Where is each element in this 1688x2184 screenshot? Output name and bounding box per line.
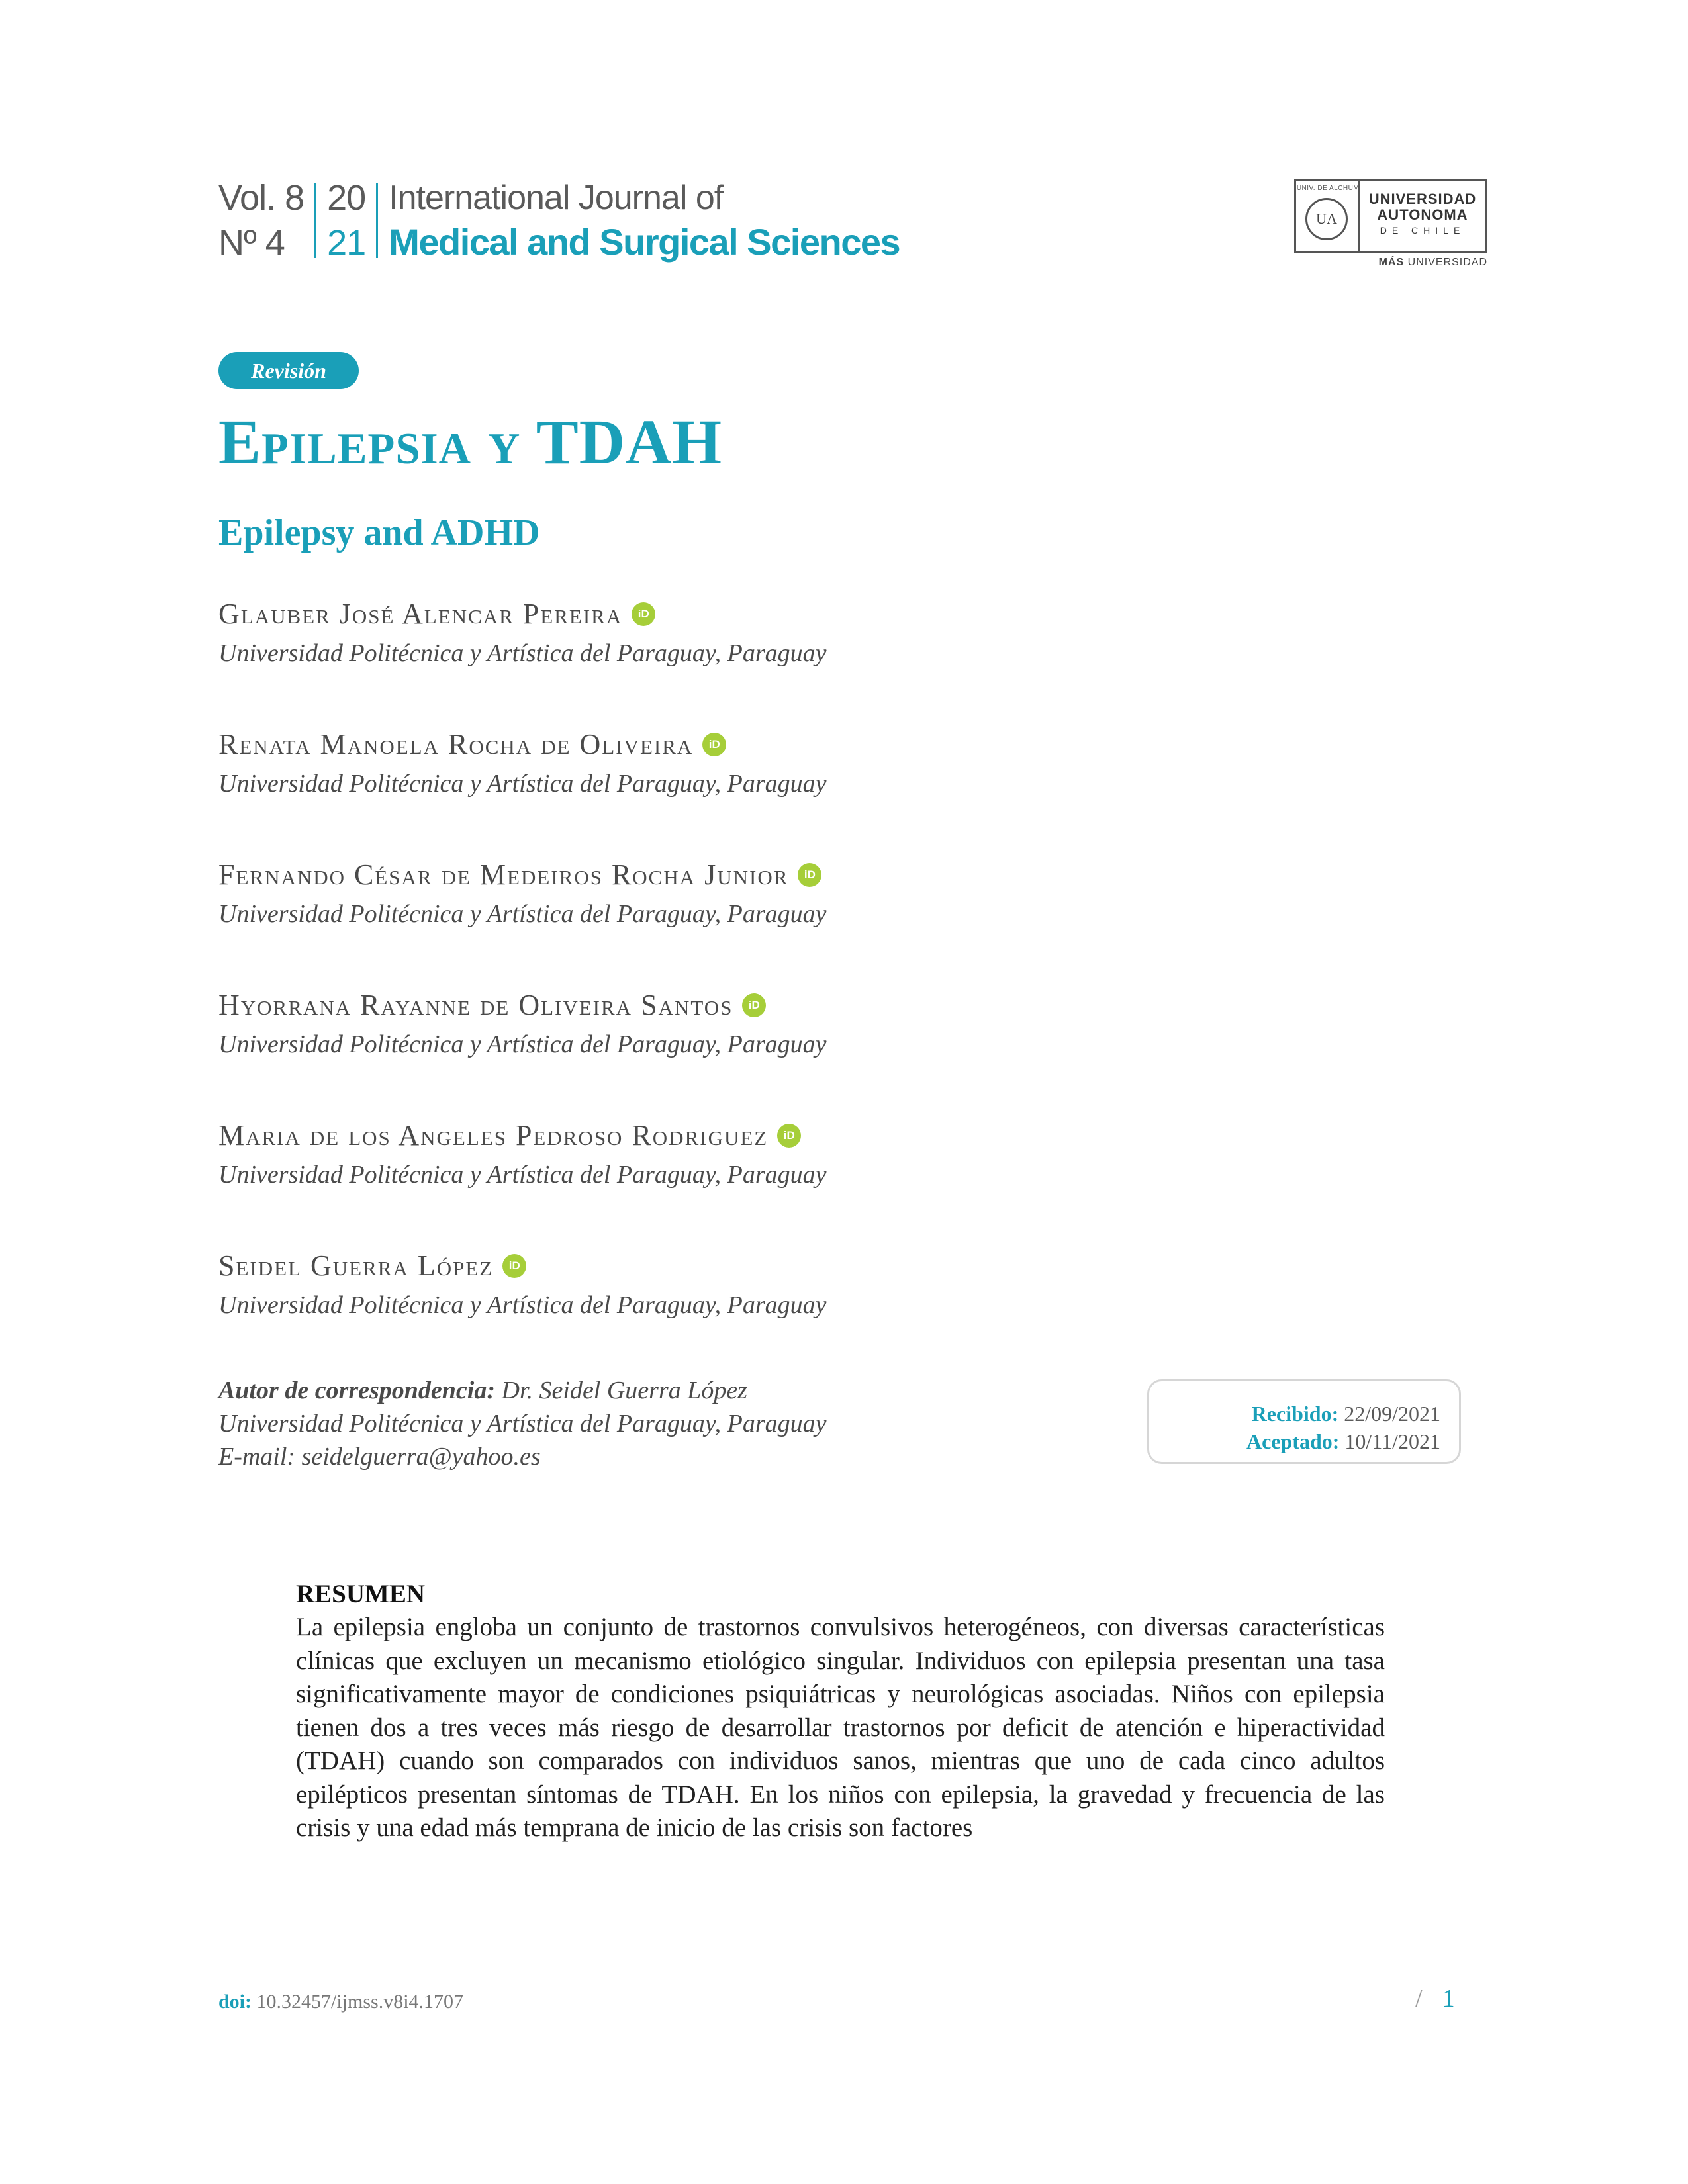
author-name-text: Maria de los Angeles Pedroso Rodriguez [218,1119,769,1152]
orcid-icon[interactable]: iD [632,602,655,626]
orcid-icon[interactable]: iD [502,1254,526,1278]
volume: Vol. 8 [218,178,305,218]
correspondence [218,1374,827,1473]
received-value: 22/09/2021 [1344,1402,1440,1426]
author-name [218,1117,827,1154]
author-name [218,1248,827,1285]
article-type-badge: Revisión [218,352,359,389]
university-logo [1294,179,1493,273]
dates-box [1147,1379,1461,1464]
author-name [218,987,827,1024]
author-affiliation: Universidad Politécnica y Artística del Paraguay, Paraguay [218,1161,827,1189]
journal-title-line1: International Journal of [389,179,724,217]
author-block [218,1117,827,1191]
logo-tagline-bold: MÁS [1378,257,1405,268]
author-name-text: Hyorrana Rayanne de Oliveira Santos [218,989,733,1021]
journal-title [389,177,900,263]
doi-label: doi: [218,1991,252,2013]
article-title-es: Epilepsia y TDAH [218,406,723,477]
orcid-icon[interactable]: iD [777,1124,801,1148]
article-title-en: Epilepsy and ADHD [218,512,540,553]
doi-value[interactable]: 10.32457/ijmss.v8i4.1707 [256,1991,464,2013]
logo-seal-text: UNIV. DE ALCHUM [1296,185,1360,192]
author-affiliation: Universidad Politécnica y Artística del Paraguay, Paraguay [218,900,827,928]
page-separator: / [1415,1985,1423,2013]
journal-title-line2: Medical and Surgical Sciences [389,221,900,263]
logo-name-line1: UNIVERSIDAD [1368,191,1477,207]
author-block [218,1248,827,1322]
logo-name-line2: AUTONOMA [1377,206,1468,223]
correspondence-email[interactable]: E-mail: seidelguerra@yahoo.es [218,1443,541,1471]
year-top: 20 [327,178,366,218]
author-block [218,596,827,670]
abstract [296,1578,1385,1845]
author-name [218,726,827,763]
author-affiliation: Universidad Politécnica y Artística del Paraguay, Paraguay [218,639,827,667]
page-number [1415,1984,1455,2013]
correspondence-author [218,1374,827,1407]
logo-name-line3: DE CHILE [1380,225,1466,236]
abstract-text: La epilepsia engloba un conjunto de trastornos convulsivos heterogéneos, con diversas características clínicas que excluyen un mecanismo etiológico singular. Individuos con epilepsia presentan una tasa significativamente mayor de condiciones psiquiátricas y neurológicas asociadas. Niños con epilepsia tienen dos a tres veces más riesgo de desarrollar trastornos por deficit de atención e hiperactividad (TDAH) cuando son comparados con individuos sanos, mientras que uno de cada cinco adultos epilépticos presentan síntomas de TDAH. En los niños con epilepsia, la gravedad y frecuencia de las crisis y una edad más temprana de inicio de las crisis son factores [296,1613,1385,1842]
author-block [218,987,827,1061]
received-date [1149,1400,1440,1428]
author-affiliation: Universidad Politécnica y Artística del Paraguay, Paraguay [218,1291,827,1319]
accepted-date [1149,1428,1440,1455]
logo-frame [1294,179,1487,253]
orcid-icon[interactable]: iD [702,733,726,756]
correspondence-label: Autor de correspondencia: [218,1377,495,1404]
logo-seal [1296,181,1360,251]
header-divider [314,183,316,258]
journal-header [218,177,900,263]
logo-name [1360,191,1485,238]
header-divider [376,183,378,258]
author-name [218,596,827,633]
author-name [218,856,827,893]
abstract-heading: RESUMEN [296,1580,426,1608]
volume-number [218,177,304,263]
accepted-label: Aceptado: [1246,1430,1340,1453]
logo-tagline-rest: UNIVERSIDAD [1407,257,1487,268]
issue-number: Nº 4 [218,223,285,263]
author-name-text: Renata Manoela Rocha de Oliveira [218,728,694,760]
author-name-text: Seidel Guerra López [218,1250,494,1282]
author-affiliation: Universidad Politécnica y Artística del Paraguay, Paraguay [218,770,827,797]
doi [218,1991,463,2013]
logo-tagline [1379,257,1487,269]
accepted-value: 10/11/2021 [1344,1430,1440,1453]
year [327,177,365,263]
author-affiliation: Universidad Politécnica y Artística del Paraguay, Paraguay [218,1030,827,1058]
orcid-icon[interactable]: iD [742,993,766,1017]
author-name-text: Glauber José Alencar Pereira [218,598,623,630]
page-number-value: 1 [1442,1985,1455,2013]
correspondence-affiliation: Universidad Politécnica y Artística del Paraguay, Paraguay [218,1410,827,1437]
correspondence-name: Dr. Seidel Guerra López [501,1377,748,1404]
author-block [218,856,827,931]
author-name-text: Fernando César de Medeiros Rocha Junior [218,858,789,891]
author-block [218,726,827,800]
orcid-icon[interactable]: iD [798,863,821,887]
logo-seal-icon: UA [1305,198,1348,240]
year-bottom: 21 [327,223,366,263]
received-label: Recibido: [1251,1402,1339,1426]
